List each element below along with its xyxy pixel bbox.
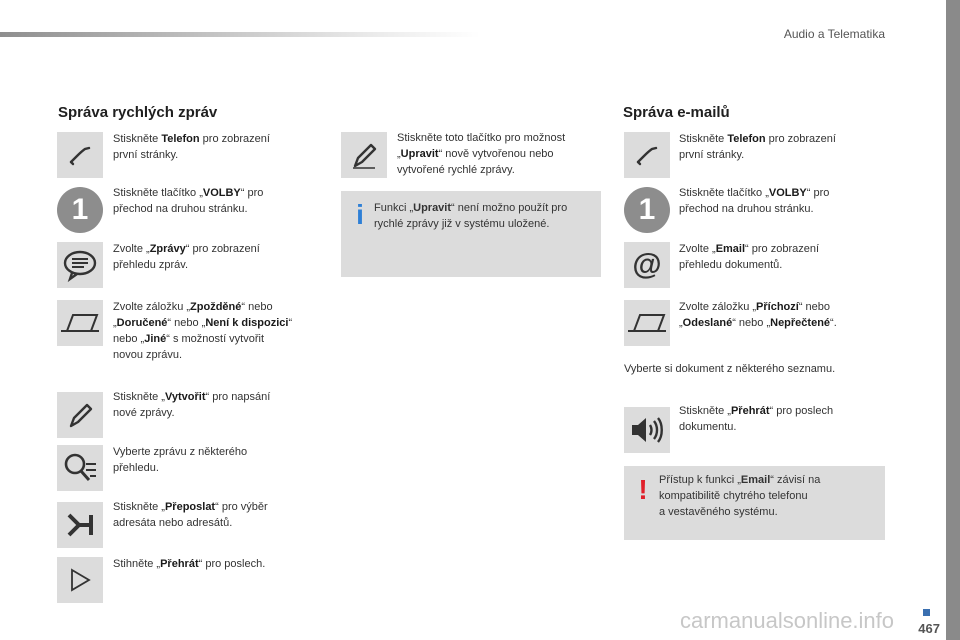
bold-term: Telefon	[161, 133, 200, 145]
bold-term: Upravit	[400, 148, 439, 160]
warning-icon: !	[638, 474, 648, 505]
bold-term: Zprávy	[149, 243, 186, 255]
email-at-icon	[624, 242, 670, 288]
bold-term: Přeposlat	[164, 501, 216, 513]
bold-term: Jiné	[144, 333, 167, 345]
page-edge-bar	[946, 0, 960, 640]
bold-term: Email	[740, 474, 771, 486]
left-row-text: Zvolte „Zprávy“ pro zobrazení přehledu zpráv.	[113, 243, 260, 271]
bold-term: Přehrát	[730, 405, 770, 417]
bold-term: Odeslané	[682, 317, 733, 329]
left-row-text: Stihněte „Přehrát“ pro poslech.	[113, 558, 266, 570]
info-icon: i	[356, 199, 364, 230]
edit-description: Stiskněte toto tlačítko pro možnost „Upravit“ nově vytvořenou nebo vytvořené rychlé zprávy.	[397, 132, 566, 176]
tab-icon	[624, 300, 670, 346]
forward-icon	[57, 502, 103, 548]
right-row-text: Stiskněte Telefon pro zobrazení první stránky.	[679, 133, 836, 161]
select-document-text: Vyberte si dokument z některého seznamu.	[624, 363, 836, 375]
right-row-text: Zvolte záložku „Příchozí“ nebo „Odeslané“ nebo „Nepřečtené“.	[679, 301, 837, 329]
right-row-text: Stiskněte tlačítko „VOLBY“ pro přechod na druhou stránku.	[679, 187, 830, 215]
header-gradient-bar	[0, 32, 480, 37]
left-row-text: Stiskněte tlačítko „VOLBY“ pro přechod na druhou stránku.	[113, 187, 264, 215]
bold-term: Upravit	[413, 202, 452, 214]
info-note-text: Funkci „Upravit“ není možno použít pro rychlé zprávy již v systému uložené.	[374, 202, 568, 230]
bold-term: Není k dispozici	[205, 317, 289, 329]
search-list-icon	[57, 445, 103, 491]
left-row-text: Vyberte zprávu z některého přehledu.	[113, 446, 248, 474]
bold-term: Email	[715, 243, 746, 255]
bold-term: Nepřečtené	[770, 317, 831, 329]
warning-note	[624, 466, 885, 540]
email-title: Správa e-mailů	[623, 104, 730, 121]
bold-term: Zpožděné	[190, 301, 242, 313]
bold-term: VOLBY	[202, 187, 241, 199]
right-row-text: Zvolte „Email“ pro zobrazení přehledu dokumentů.	[679, 243, 820, 271]
tab-icon	[57, 300, 103, 346]
bold-term: Vytvořit	[164, 391, 206, 403]
left-row-text: Stiskněte „Přeposlat“ pro výběr adresáta nebo adresátů.	[113, 501, 268, 529]
bold-term: VOLBY	[768, 187, 807, 199]
speaker-icon	[624, 407, 670, 453]
step-one-icon: 1	[624, 187, 670, 233]
play-document-text: Stiskněte „Přehrát“ pro poslech dokumentu.	[679, 405, 834, 433]
at-symbol: @	[632, 248, 662, 281]
page-number: 467	[918, 621, 940, 636]
left-row-text: Stiskněte Telefon pro zobrazení první stránky.	[113, 133, 270, 161]
play-icon	[57, 557, 103, 603]
bold-term: Příchozí	[756, 301, 799, 313]
messages-icon	[57, 242, 103, 288]
info-note	[341, 191, 601, 277]
bold-term: Telefon	[727, 133, 766, 145]
quick-messages-title: Správa rychlých zpráv	[58, 104, 218, 121]
watermark: carmanualsonline.info	[680, 608, 895, 633]
page-marker	[923, 609, 930, 616]
bold-term: Přehrát	[160, 558, 199, 570]
warning-note-text: Přístup k funkci „Email“ závisí na kompatibilitě chytrého telefonu a vestavěného systému.	[659, 474, 821, 518]
section-header-title: Audio a Telematika	[783, 27, 885, 41]
pencil-icon	[57, 392, 103, 438]
step-one-icon: 1	[57, 187, 103, 233]
edit-icon	[341, 132, 387, 178]
phone-icon	[57, 132, 103, 178]
phone-icon	[624, 132, 670, 178]
bold-term: Doručené	[116, 317, 168, 329]
left-row-text: Zvolte záložku „Zpožděné“ nebo „Doručené“ nebo „Není k dispozici“ nebo „Jiné“ s možností vytvořit novou zprávu.	[113, 301, 293, 361]
left-row-text: Stiskněte „Vytvořit“ pro napsání nové zprávy.	[113, 391, 271, 419]
